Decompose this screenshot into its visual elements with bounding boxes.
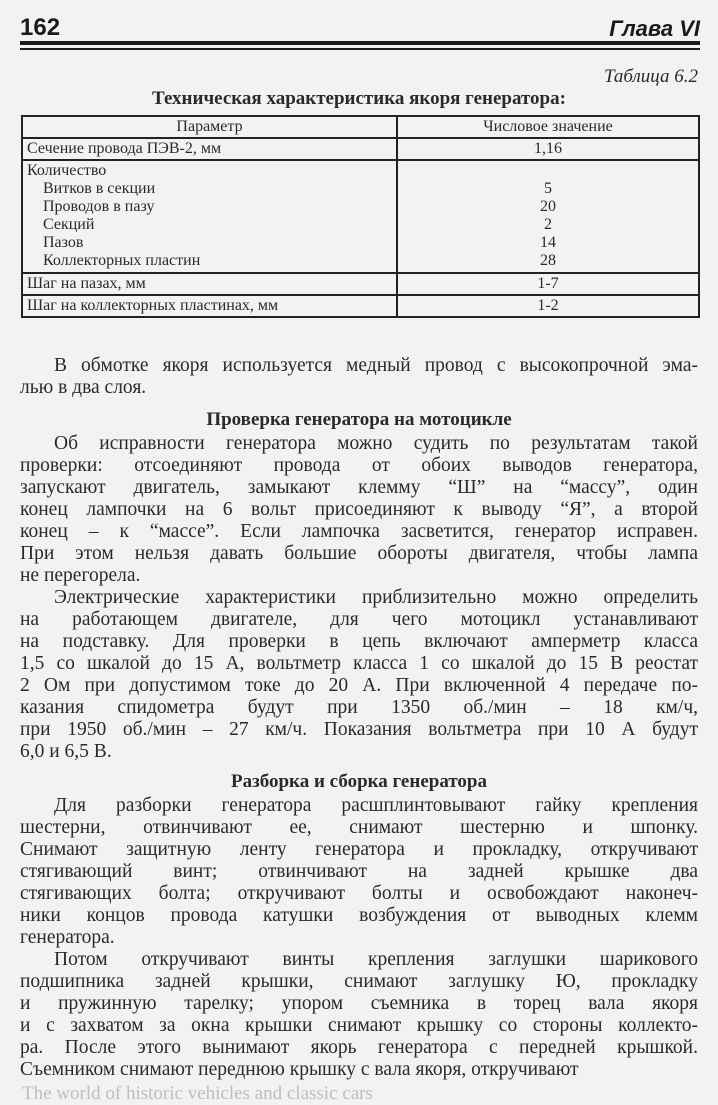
chapter-title: Глава VI [609,16,700,41]
param-cell: Сечение провода ПЭВ-2, мм [22,138,397,160]
paragraph [20,433,698,587]
text-line: лью в два слоя. [20,377,147,398]
text-line: при 1950 об./мин – 27 км/ч. Показания вольтметра при 10 А будут [20,719,698,740]
text-line: казания спидометра будут при 1350 об./мин – 18 км/ч, [20,697,698,718]
header-rule [20,41,700,45]
table-row-group [22,160,699,273]
sub-param: Проводов в пазу [43,198,155,215]
text-line: не перегорела. [20,565,141,586]
text-line: Снимают защитную ленту генератора и прокладку, откручивают [20,839,698,860]
text-line: проверки: отсоединяют провода от обоих выводов генератора, [20,455,698,476]
table-row [22,295,699,317]
text-line: и пружинную тарелку; упором съемника в торец вала якоря [20,993,698,1014]
table-title: Техническая характеристика якоря генератора: [152,88,566,109]
value-cell: 1,16 [397,138,699,160]
sub-param: Пазов [43,234,84,251]
sub-value: 14 [540,234,556,251]
text-line: на работающем двигателе, для чего мотоцикл устанавливают [20,609,698,630]
text-line: конец лампочки на 6 вольт присоединяют к выводу “Я”, а второй [20,499,698,520]
text-line: подшипника задней крышки, снимают заглушку Ю, прокладку [20,971,698,992]
page-number: 162 [20,14,61,41]
sub-value: 28 [540,252,556,269]
value-cell: 1-2 [397,295,699,317]
table-header-row [22,116,699,138]
table-row [22,273,699,295]
column-header: Числовое значение [397,116,699,138]
text-line: При этом нельзя давать большие обороты двигателя, чтобы лампа [20,543,698,564]
value-cell [397,160,699,273]
text-line: Потом откручивают винты крепления заглушки шарикового [54,949,698,970]
section-heading: Разборка и сборка генератора [231,771,487,792]
text-line: стягивающий винт; отвинчивают на задней крышке два [20,861,698,882]
header-rule-thin [20,48,700,50]
group-label: Количество [27,162,107,179]
text-line: и с захватом за окна крышки снимают крышку со стороны коллекто- [20,1015,698,1036]
text-line: на подставку. Для проверки в цепь включают амперметр класса [20,631,698,652]
text-line: 1,5 со шкалой до 15 А, вольтметр класса 1 со шкалой до 15 В реостат [20,653,698,674]
text-line: 6,0 и 6,5 В. [20,741,112,762]
text-line: стягивающих болта; откручивают болты и освобождают наконеч- [20,883,698,904]
param-cell [22,160,397,273]
table-caption: Таблица 6.2 [604,66,698,87]
text-line: Для разборки генератора расшплинтовывают гайку крепления [54,795,698,816]
param-cell: Шаг на пазах, мм [22,273,397,295]
text-line: конец – к “массе”. Если лампочка засветится, генератор исправен. [20,521,698,542]
sub-value: 2 [544,216,552,233]
body-text [20,355,698,1081]
column-header: Параметр [22,116,397,138]
text-line: Об исправности генератора можно судить по результатам такой [54,433,698,454]
paragraph [20,355,698,399]
text-line: шестерни, отвинчивают ее, снимают шестерню и шпонку. [20,817,698,838]
text-line: запускают двигатель, замыкают клемму “Ш” на “массу”, один [20,477,698,498]
value-cell: 1-7 [397,273,699,295]
section-heading: Проверка генератора на мотоцикле [206,409,512,430]
spec-table [21,115,700,318]
sub-value: 20 [540,198,556,215]
text-line: ники концов провода катушки возбуждения от выводных клемм [20,905,698,926]
text-line: 2 Ом при допустимом токе до 20 А. При включенной 4 передаче по- [20,675,698,696]
text-line: ра. После этого вынимают якорь генератора с передней крышкой. [20,1037,698,1058]
paragraph [20,795,698,949]
table-row [22,138,699,160]
sub-param: Коллекторных пластин [43,252,201,269]
param-cell: Шаг на коллекторных пластинах, мм [22,295,397,317]
text-line: Съемником снимают переднюю крышку с вала якоря, откручивают [20,1059,579,1080]
text-line: В обмотке якоря используется медный провод с высокопрочной эма- [54,355,698,376]
text-line: генератора. [20,927,115,948]
paragraph [20,587,698,763]
paragraph [20,949,698,1081]
text-line: Электрические характеристики приблизительно можно определить [54,587,698,608]
sub-value: 5 [544,180,552,197]
sub-param: Секций [43,216,95,233]
watermark: The world of historic vehicles and classic cars [22,1083,373,1104]
sub-param: Витков в секции [43,180,156,197]
